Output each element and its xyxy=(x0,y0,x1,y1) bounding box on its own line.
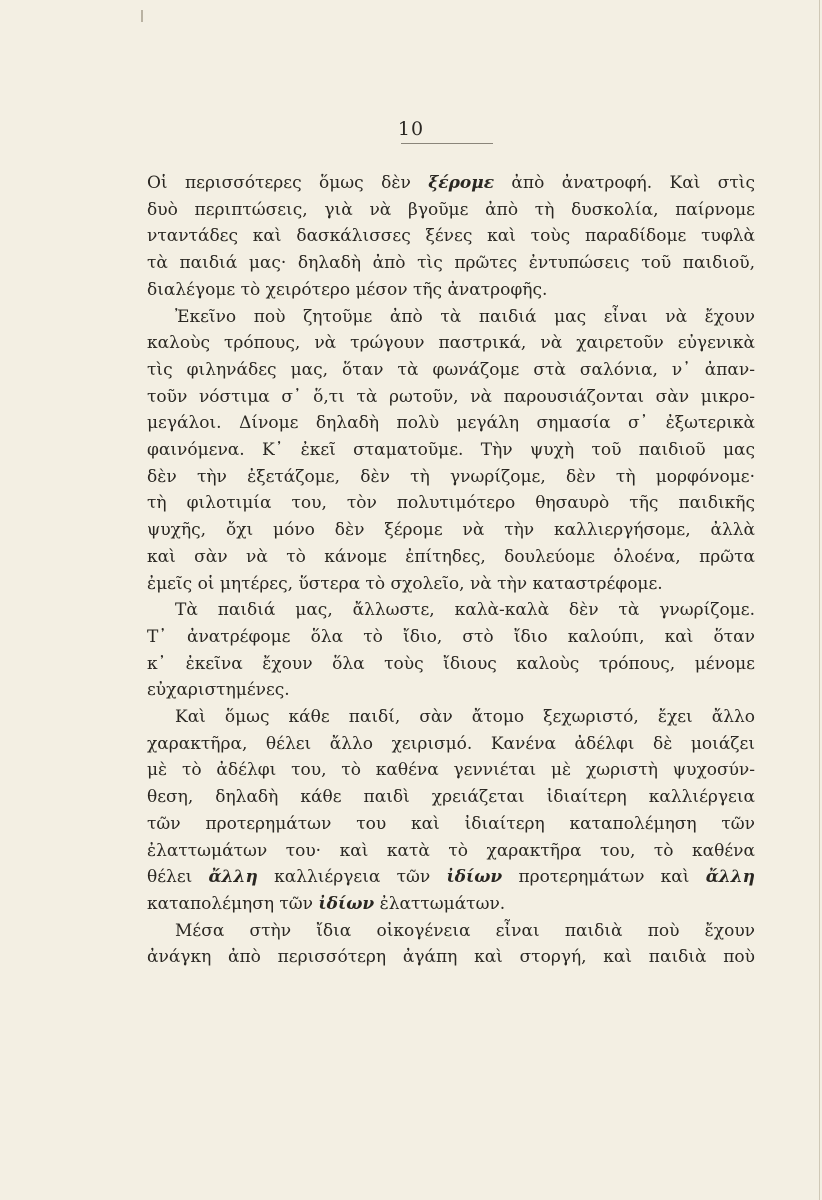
text-line xyxy=(147,250,755,277)
text-line xyxy=(147,784,755,811)
text-line xyxy=(147,677,755,704)
text-run: ἀπὸ ἀνατροφή. Καὶ στὶς xyxy=(494,173,755,193)
text-line xyxy=(147,517,755,544)
text-run: ἀνάγκη ἀπὸ περισσότερη ἀγάπη καὶ στοργή, καὶ παιδιὰ ποὺ xyxy=(147,947,755,968)
text-run: Τ᾿ ἀνατρέφομε ὅλα τὸ ἴδιο, στὸ ἴδιο καλούπι, καὶ ὅταν xyxy=(147,626,755,647)
text-run: Μέσα στὴν ἴδια οἰκογένεια εἶναι παιδιὰ ποὺ ἔχουν xyxy=(175,920,755,941)
text-run: εὐχαριστημένες. xyxy=(147,680,290,701)
text-run: τοῦν νόστιμα σ᾿ ὅ,τι τὰ ρωτοῦν, νὰ παρουσιάζονται σὰν μικρο- xyxy=(147,386,755,407)
text-run: Καὶ ὅμως κάθε παιδί, σὰν ἄτομο ξεχωριστό, ἔχει ἄλλο xyxy=(175,707,755,728)
emphasized-word: ἄλλη xyxy=(208,867,258,888)
text-line xyxy=(147,464,755,491)
paragraph xyxy=(147,304,755,598)
text-run: θέλει xyxy=(147,867,209,888)
text-line xyxy=(147,571,755,598)
text-run: τῶν προτερημάτων του καὶ ἰδιαίτερη καταπολέμηση τῶν xyxy=(147,813,755,834)
text-run: Οἱ περισσότερες ὅμως δὲν xyxy=(147,173,429,193)
text-run: Ἐκεῖνο ποὺ ζητοῦμε ἀπὸ τὰ παιδιά μας εἶναι νὰ ἔχουν xyxy=(175,306,755,327)
text-line xyxy=(147,838,755,865)
text-run: μεγάλοι. Δίνομε δηλαδὴ πολὺ μεγάλη σημασία σ᾿ ἐξωτερικὰ xyxy=(147,413,755,434)
text-line xyxy=(147,731,755,758)
text-line xyxy=(147,757,755,784)
paragraph xyxy=(147,704,755,918)
text-run: Τὰ παιδιά μας, ἄλλωστε, καλὰ-καλὰ δὲν τὰ γνωρίζομε. xyxy=(175,600,755,621)
text-line xyxy=(147,704,755,731)
body-text xyxy=(147,170,755,971)
text-run: τὰ παιδιά μας· δηλαδὴ ἀπὸ τὶς πρῶτες ἐντυπώσεις τοῦ παιδιοῦ, xyxy=(147,253,755,274)
page-edge xyxy=(819,0,820,1200)
text-run: τὴ φιλοτιμία του, τὸν πολυτιμότερο θησαυρὸ τῆς παιδικῆς xyxy=(147,493,755,514)
text-line xyxy=(147,891,755,918)
text-line xyxy=(147,330,755,357)
text-run: καλλιέργεια τῶν xyxy=(257,867,447,888)
text-run: προτερημάτων καὶ xyxy=(502,867,706,888)
text-line xyxy=(147,384,755,411)
text-line xyxy=(147,490,755,517)
text-line xyxy=(147,544,755,571)
paragraph xyxy=(147,170,755,304)
text-run: κ᾿ ἐκεῖνα ἔχουν ὅλα τοὺς ἴδιους καλοὺς τρόπους, μένομε xyxy=(147,653,755,674)
text-line xyxy=(147,223,755,250)
text-line xyxy=(147,170,755,197)
text-run: χαρακτῆρα, θέλει ἄλλο χειρισμό. Κανένα ἀδέλφι δὲ μοιάζει xyxy=(147,733,755,754)
text-run: νταντάδες καὶ δασκάλισσες ξένες καὶ τοὺς παραδίδομε τυφλὰ xyxy=(147,226,755,247)
emphasized-word: ἄλλη xyxy=(705,867,755,888)
text-run: ἐλαττωμάτων του· καὶ κατὰ τὸ χαρακτῆρα του, τὸ καθένα xyxy=(147,840,755,861)
page-blemish xyxy=(141,10,143,22)
paragraph xyxy=(147,597,755,704)
text-run: ἐμεῖς οἱ μητέρες, ὕστερα τὸ σχολεῖο, νὰ τὴν καταστρέφομε. xyxy=(147,573,663,594)
text-run: δὲν τὴν ἐξετάζομε, δὲν τὴ γνωρίζομε, δὲν τὴ μορφόνομε· xyxy=(147,466,755,487)
page-number: 10 xyxy=(397,118,425,140)
page-number-rule xyxy=(401,143,493,144)
text-run: τὶς φιληνάδες μας, ὅταν τὰ φωνάζομε στὰ σαλόνια, ν᾿ ἀπαν- xyxy=(147,359,755,380)
text-line xyxy=(147,304,755,331)
text-run: μὲ τὸ ἀδέλφι του, τὸ καθένα γεννιέται μὲ χωριστὴ ψυχοσύν- xyxy=(147,760,755,781)
text-line xyxy=(147,437,755,464)
text-line xyxy=(147,597,755,624)
text-line xyxy=(147,944,755,971)
text-line xyxy=(147,811,755,838)
emphasized-word: ἰδίων xyxy=(446,867,503,888)
text-line xyxy=(147,410,755,437)
text-run: καὶ σὰν νὰ τὸ κάνομε ἐπίτηδες, δουλεύομε ὁλοένα, πρῶτα xyxy=(147,546,755,567)
text-line xyxy=(147,624,755,651)
text-run: φαινόμενα. Κ᾿ ἐκεῖ σταματοῦμε. Τὴν ψυχὴ τοῦ παιδιοῦ μας xyxy=(147,440,755,461)
emphasized-word: ξέρομε xyxy=(428,173,495,193)
text-run: καταπολέμηση τῶν xyxy=(147,893,319,914)
text-line xyxy=(147,197,755,224)
text-run: ἐλαττωμάτων. xyxy=(374,893,506,914)
text-run: δυὸ περιπτώσεις, γιὰ νὰ βγοῦμε ἀπὸ τὴ δυσκολία, παίρνομε xyxy=(147,199,755,220)
text-line xyxy=(147,277,755,304)
paragraph xyxy=(147,918,755,971)
text-line xyxy=(147,918,755,945)
text-run: ψυχῆς, ὄχι μόνο δὲν ξέρομε νὰ τὴν καλλιεργήσομε, ἀλλὰ xyxy=(147,520,755,541)
text-line xyxy=(147,357,755,384)
text-line xyxy=(147,651,755,678)
text-run: καλοὺς τρόπους, νὰ τρώγουν παστρικά, νὰ χαιρετοῦν εὐγενικὰ xyxy=(147,333,755,354)
text-run: θεση, δηλαδὴ κάθε παιδὶ χρειάζεται ἰδιαίτερη καλλιέργεια xyxy=(147,787,755,808)
emphasized-word: ἰδίων xyxy=(318,893,375,914)
text-line xyxy=(147,864,755,891)
text-run: διαλέγομε τὸ χειρότερο μέσον τῆς ἀνατροφῆς. xyxy=(147,279,548,300)
